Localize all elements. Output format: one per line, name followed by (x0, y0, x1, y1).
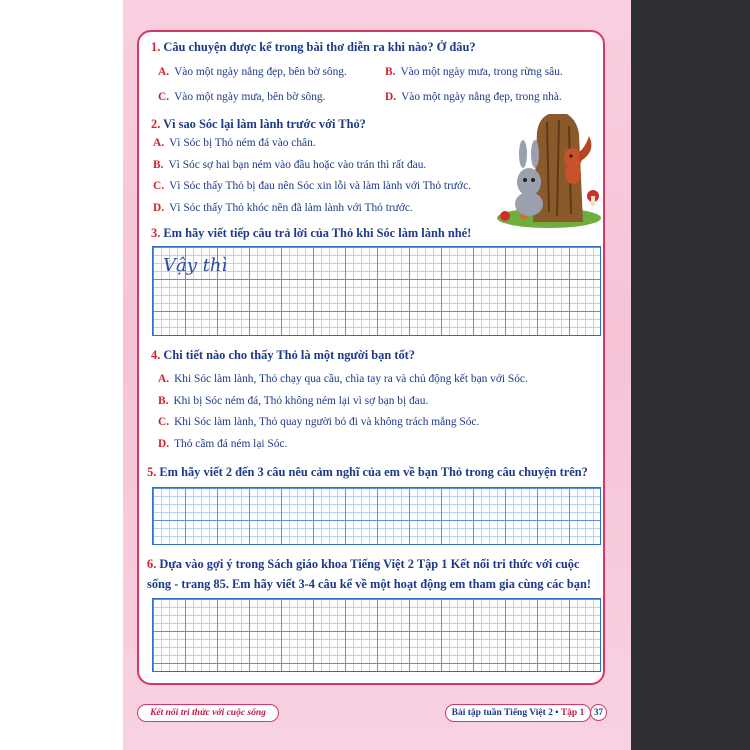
q2-option-b[interactable] (153, 159, 426, 171)
question-text: Em hãy viết 2 đến 3 câu nêu cảm nghĩ của em về bạn Thỏ trong câu chuyện trên? (159, 465, 588, 479)
q2-option-d[interactable] (153, 202, 413, 214)
rabbit-icon (517, 168, 541, 196)
question-text: Vì sao Sóc lại làm lành trước với Thỏ? (163, 117, 366, 131)
series-label: Kết nối tri thức với cuộc sống (137, 704, 279, 722)
option-letter: D. (158, 438, 170, 450)
background-strip (631, 0, 750, 750)
q4-option-c[interactable] (158, 416, 479, 428)
q2-option-c[interactable] (153, 180, 471, 192)
option-letter: D. (153, 202, 165, 214)
question-1 (151, 40, 476, 55)
option-letter: A. (158, 373, 170, 385)
book-title-label (445, 704, 591, 722)
option-letter: B. (385, 66, 396, 78)
question-3 (151, 226, 471, 241)
option-text: Khi Sóc làm lành, Thỏ quay người bỏ đi và không trách mắng Sóc. (174, 416, 480, 428)
question-number: 1. (151, 40, 161, 54)
question-6-line-1 (147, 557, 579, 572)
option-text: Vì Sóc thấy Thỏ khóc nên đã làm lành với Thỏ trước. (169, 202, 413, 214)
book-title: Bài tập tuần Tiếng Việt 2 • (451, 708, 561, 718)
option-text: Vào một ngày nắng đẹp, bên bờ sông. (174, 66, 347, 78)
question-text: Em hãy viết tiếp câu trả lời của Thỏ khi Sóc làm lành nhé! (163, 226, 472, 240)
q1-option-c[interactable] (158, 91, 325, 103)
option-letter: D. (385, 91, 397, 103)
mushroom-icon (500, 211, 510, 221)
option-text: Vào một ngày nắng đẹp, trong nhà. (401, 91, 562, 103)
option-text: Vì Sóc sợ hai bạn ném vào đầu hoặc vào trán thì rất đau. (168, 159, 427, 171)
writing-grid-q6[interactable] (152, 598, 601, 672)
question-text: Câu chuyện được kể trong bài thơ diễn ra khi nào? Ở đâu? (163, 40, 476, 54)
q1-option-d[interactable] (385, 91, 562, 103)
question-number: 3. (151, 226, 161, 240)
option-text: Vì Sóc bị Thỏ ném đá vào chân. (169, 137, 316, 149)
question-text: Chi tiết nào cho thấy Thỏ là một người bạn tốt? (163, 348, 415, 362)
question-5 (147, 465, 588, 480)
question-text: sống - trang 85. Em hãy viết 3-4 câu kể về một hoạt động em tham gia cùng các bạn! (147, 577, 591, 591)
q4-option-a[interactable] (158, 373, 528, 385)
page-number: 37 (590, 704, 607, 721)
option-text: Thỏ cầm đá ném lại Sóc. (174, 438, 288, 450)
volume-label: Tập 1 (560, 708, 585, 718)
option-letter: A. (153, 137, 165, 149)
q4-option-d[interactable] (158, 438, 287, 450)
question-4 (151, 348, 415, 363)
handwritten-answer: Vậy thì (163, 255, 228, 276)
option-letter: A. (158, 66, 170, 78)
question-number: 6. (147, 557, 157, 571)
question-text: Dựa vào gợi ý trong Sách giáo khoa Tiếng Việt 2 Tập 1 Kết nối tri thức với cuộc (159, 557, 580, 571)
question-number: 4. (151, 348, 161, 362)
q1-option-a[interactable] (158, 66, 347, 78)
option-text: Vì Sóc thấy Thỏ bị đau nên Sóc xin lỗi và làm lành với Thỏ trước. (169, 180, 471, 192)
question-number: 2. (151, 117, 161, 131)
option-letter: C. (158, 416, 170, 428)
option-text: Khi bị Sóc ném đá, Thỏ không ném lại vì sợ bạn bị đau. (173, 395, 429, 407)
option-text: Khi Sóc làm lành, Thỏ chạy qua cầu, chìa tay ra và chủ động kết bạn với Sóc. (174, 373, 528, 385)
question-2 (151, 117, 366, 132)
option-letter: B. (158, 395, 169, 407)
question-number: 5. (147, 465, 157, 479)
option-letter: B. (153, 159, 164, 171)
rabbit-squirrel-tree-illustration (493, 112, 605, 230)
q2-option-a[interactable] (153, 137, 316, 149)
writing-grid-q5[interactable] (152, 487, 601, 545)
q4-option-b[interactable] (158, 395, 428, 407)
option-text: Vào một ngày mưa, bên bờ sông. (174, 91, 326, 103)
option-letter: C. (158, 91, 170, 103)
option-text: Vào một ngày mưa, trong rừng sâu. (400, 66, 563, 78)
option-letter: C. (153, 180, 165, 192)
question-6-line-2 (147, 577, 591, 592)
q1-option-b[interactable] (385, 66, 563, 78)
